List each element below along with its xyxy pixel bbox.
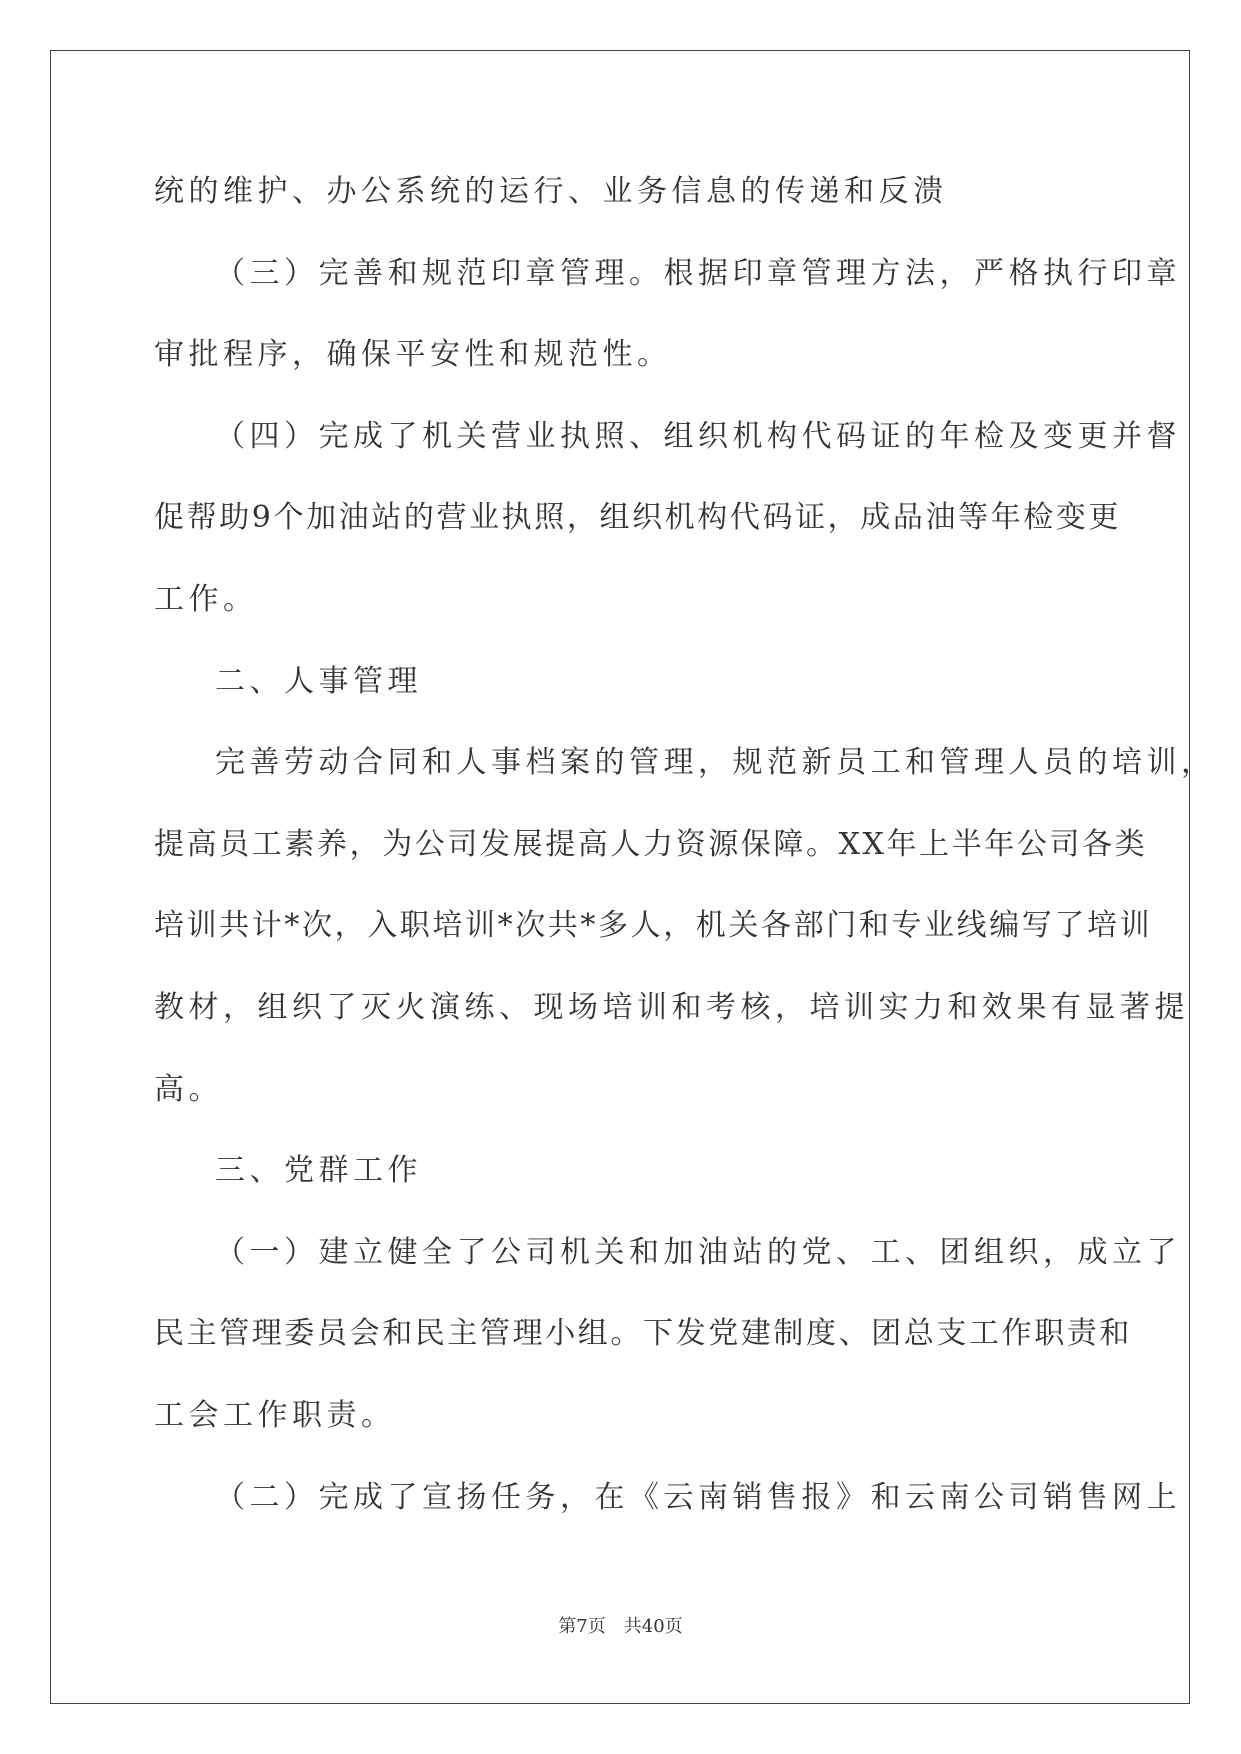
paragraph-start: （一）建立健全了公司机关和加油站的党、工、团组织，成立了: [215, 1234, 1181, 1270]
page-footer: [0, 1612, 1241, 1638]
text-line: 教材，组织了灭火演练、现场培训和考核，培训实力和效果有显著提: [154, 989, 1189, 1025]
text-line: 培训共计*次，入职培训*次共*多人，机关各部门和专业线编写了培训: [154, 908, 1153, 944]
text-line: 工会工作职责。: [154, 1397, 396, 1433]
text-line: 工作。: [154, 581, 258, 617]
section-heading: 三、党群工作: [215, 1153, 422, 1189]
text-line: 民主管理委员会和民主管理小组。下发党建制度、团总支工作职责和: [154, 1316, 1132, 1352]
text-line: 统的维护、办公系统的运行、业务信息的传递和反溃: [154, 174, 948, 209]
text-line: 促帮助9个加油站的营业执照，组织机构代码证，成品油等年检变更: [154, 500, 1122, 536]
text-line: 审批程序，确保平安性和规范性。: [154, 337, 672, 373]
page-number: 第7页: [558, 1616, 606, 1637]
document-body: [154, 162, 1216, 1549]
paragraph-start: （二）完成了宣扬任务，在《云南销售报》和云南公司销售网上: [215, 1479, 1181, 1515]
text-line: 高。: [154, 1071, 223, 1107]
text-line: 提高员工素养，为公司发展提高人力资源保障。XX年上半年公司各类: [154, 826, 1148, 862]
page-total: 共40页: [623, 1616, 683, 1637]
paragraph-start: （四）完成了机关营业执照、组织机构代码证的年检及变更并督: [215, 418, 1181, 454]
paragraph-start: 完善劳动合同和人事档案的管理，规范新员工和管理人员的培训，: [215, 745, 1216, 781]
paragraph-start: （三）完善和规范印章管理。根据印章管理方法，严格执行印章: [215, 255, 1181, 291]
section-heading: 二、人事管理: [215, 663, 422, 699]
